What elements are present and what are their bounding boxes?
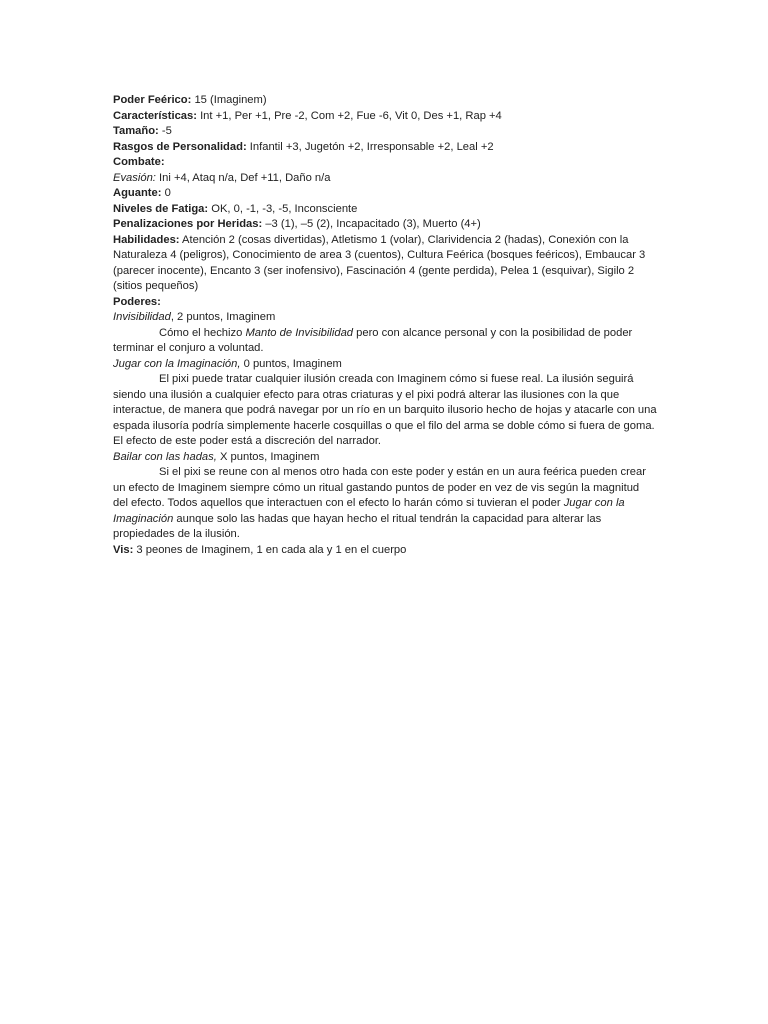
document-page xyxy=(113,93,657,558)
power-meta: , 2 puntos, Imaginem xyxy=(170,311,276,323)
vis-value: 3 peones de Imaginem, 1 en cada ala y 1 en el cuerpo xyxy=(133,543,407,556)
heridas-value: –3 (1), –5 (2), Incapacitado (3), Muerto (4+) xyxy=(262,218,481,230)
power-meta: 0 puntos, Imaginem xyxy=(240,357,342,370)
poder-feerico-line xyxy=(113,93,657,109)
rasgos-value: Infantil +3, Jugetón +2, Irresponsable +2, Leal +2 xyxy=(246,140,494,153)
power-desc-text: aunque solo las hadas que hayan hecho el ritual tendrán la capacidad para alterar las propiedades de la ilusión. xyxy=(113,512,602,540)
power-desc-text: Si el pixi se reune con al menos otro hada con este poder y están en un aura feérica pueden crear un efecto de Imaginem siempre cómo un ritual gastando puntos de poder en vez de vis según la magnitud del efecto. Todos aquellos que interactuen con el efecto lo harán cómo si tuvieran el poder xyxy=(113,466,646,509)
poder-feerico-label: Poder Feérico: xyxy=(113,94,192,106)
rasgos-label: Rasgos de Personalidad: xyxy=(113,140,247,153)
vis-label: Vis: xyxy=(113,543,134,556)
habilidades-label: Habilidades: xyxy=(113,233,180,246)
caracteristicas-line xyxy=(113,109,657,125)
power-desc-spell-ref: Manto de Invisibilidad xyxy=(245,326,354,339)
fatiga-value: OK, 0, -1, -3, -5, Inconsciente xyxy=(208,202,358,215)
power-desc-power-ref: Jugar con la Imaginación xyxy=(113,497,625,525)
vis-line xyxy=(113,543,657,559)
combate-heading: Combate: xyxy=(113,156,165,168)
power-jugar-title xyxy=(113,357,657,373)
power-name: Bailar con las hadas, xyxy=(113,450,217,463)
tamano-line xyxy=(113,124,657,140)
aguante-line xyxy=(113,186,657,202)
tamano-label: Tamaño: xyxy=(113,125,159,137)
power-meta: X puntos, Imaginem xyxy=(216,450,320,463)
heridas-label: Penalizaciones por Heridas: xyxy=(113,218,263,230)
power-name: Invisibilidad xyxy=(113,311,171,323)
power-desc-text: Cómo el hechizo xyxy=(159,326,246,339)
evasion-value: Ini +4, Ataq n/a, Def +11, Daño n/a xyxy=(155,171,331,184)
rasgos-line xyxy=(113,140,657,156)
power-bailar-title xyxy=(113,450,657,466)
habilidades-line xyxy=(113,233,657,295)
power-invisibilidad-desc xyxy=(113,326,657,357)
power-jugar-desc: El pixi puede tratar cualquier ilusión creada con Imaginem cómo si fuese real. La ilusión seguirá siendo una ilusión a cualquier efecto para otras criaturas y el pixi podrá alterar las ilusiones con la que interactue, de manera que podrá navegar por un río en un barquito ilusorio hecho de hojas y atacarle con una espada ilusoría podría simplemente hacerle cosquillas o que el filo del arma se doble cómo si fuera de goma. El efecto de este poder está a discreción del narrador. xyxy=(113,373,657,447)
habilidades-value: Atención 2 (cosas divertidas), Atletismo 1 (volar), Clarividencia 2 (hadas), Conexión con la Naturaleza 4 (peligros), Conocimiento de area 3 (cuentos), Cultura Feérica (bosques feéricos), Embaucar 3 (parecer inocente), Encanto 3 (ser inofensivo), Fascinación 4 (gente perdida), Pelea 1 (esquivar), Sigilo 2 (sitios pequeños) xyxy=(113,233,646,292)
caracteristicas-label: Características: xyxy=(113,109,197,122)
aguante-label: Aguante: xyxy=(113,187,162,199)
evasion-line xyxy=(113,171,657,187)
caracteristicas-value: Int +1, Per +1, Pre -2, Com +2, Fue -6, Vit 0, Des +1, Rap +4 xyxy=(196,109,502,122)
poderes-heading: Poderes: xyxy=(113,295,161,308)
tamano-value: -5 xyxy=(158,125,172,137)
power-bailar-desc xyxy=(113,465,657,543)
heridas-line xyxy=(113,217,657,233)
power-desc-text: pero con alcance personal y con la posibilidad de poder terminar el conjuro a voluntad. xyxy=(113,326,633,354)
poder-feerico-value: 15 (Imaginem) xyxy=(191,94,267,106)
fatiga-label: Niveles de Fatiga: xyxy=(113,202,209,215)
aguante-value: 0 xyxy=(161,187,171,199)
fatiga-line xyxy=(113,202,657,218)
power-invisibilidad-title xyxy=(113,310,657,326)
power-name: Jugar con la Imaginación, xyxy=(113,357,241,370)
evasion-label: Evasión: xyxy=(113,171,156,184)
